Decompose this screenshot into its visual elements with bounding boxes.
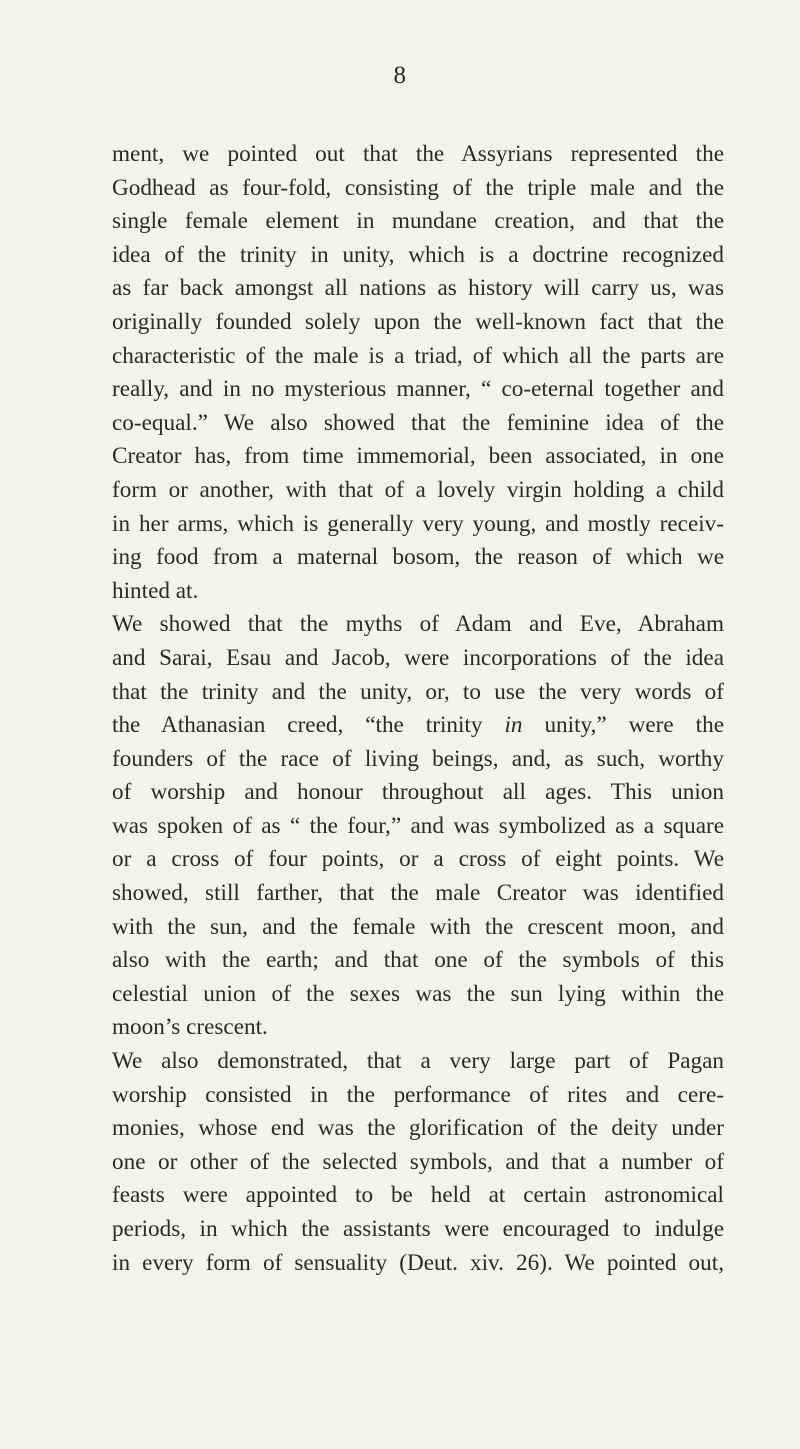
text-segment: unity,” were the (522, 712, 724, 739)
text-line: characteristic of the male is a triad, of which all the parts are (112, 342, 724, 369)
text-line: and Sarai, Esau and Jacob, were incorporations of the idea (112, 644, 724, 671)
text-line: also with the earth; and that one of the symbols of this (112, 947, 724, 974)
text-line: that the trinity and the unity, or, to use the very words of (112, 678, 724, 705)
text-line: Creator has, from time immemorial, been associated, in one (112, 443, 724, 470)
text-line: celestial union of the sexes was the sun lying within the (112, 980, 724, 1007)
text-line: founders of the race of living beings, and, as such, worthy (112, 745, 724, 772)
text-line: hinted at. (112, 577, 199, 604)
text-line: feasts were appointed to be held at certain astronomical (112, 1182, 724, 1209)
text-line: originally founded solely upon the well-known fact that the (112, 308, 724, 335)
text-line: periods, in which the assistants were encouraged to indulge (112, 1216, 724, 1242)
text-line: of worship and honour throughout all ages. This union (112, 779, 724, 806)
text-line: Godhead as four-fold, consisting of the triple male and the (112, 174, 724, 201)
body-text (112, 138, 724, 1280)
text-line: in every form of sensuality (Deut. xiv. 26). We pointed out, (112, 1249, 724, 1276)
text-line: with the sun, and the female with the crescent moon, and (112, 913, 724, 940)
text-line: single female element in mundane creation, and that the (112, 208, 724, 235)
text-line: moon’s crescent. (112, 1014, 268, 1041)
text-line-with-italic (112, 709, 724, 743)
text-line: showed, still farther, that the male Creator was identified (112, 880, 724, 907)
text-line: was spoken of as “ the four,” and was symbolized as a square (112, 812, 724, 839)
paragraph-start-line: We showed that the myths of Adam and Eve, Abraham (112, 611, 724, 638)
page-number: 8 (393, 62, 407, 89)
text-line: in her arms, which is generally very young, and mostly receiv- (112, 510, 724, 537)
text-line: as far back amongst all nations as history will carry us, was (112, 275, 724, 302)
text-line: idea of the trinity in unity, which is a doctrine recognized (112, 241, 724, 268)
text-line: one or other of the selected symbols, and that a number of (112, 1148, 724, 1175)
text-line: form or another, with that of a lovely virgin holding a child (112, 476, 724, 503)
text-line: monies, whose end was the glorification of the deity under (112, 1115, 724, 1142)
text-segment: the Athanasian creed, “the trinity (112, 712, 505, 739)
text-line: ing food from a maternal bosom, the reason of which we (112, 544, 724, 571)
text-line: co-equal.” We also showed that the feminine idea of the (112, 409, 724, 436)
italic-word: in (504, 712, 523, 739)
text-line: or a cross of four points, or a cross of eight points. We (112, 846, 724, 873)
paragraph-start-line: We also demonstrated, that a very large part of Pagan (112, 1048, 724, 1075)
text-line: really, and in no mysterious manner, “ co-eternal together and (112, 376, 724, 403)
text-line: worship consisted in the performance of rites and cere- (112, 1081, 724, 1108)
text-line: ment, we pointed out that the Assyrians represented the (112, 141, 724, 167)
